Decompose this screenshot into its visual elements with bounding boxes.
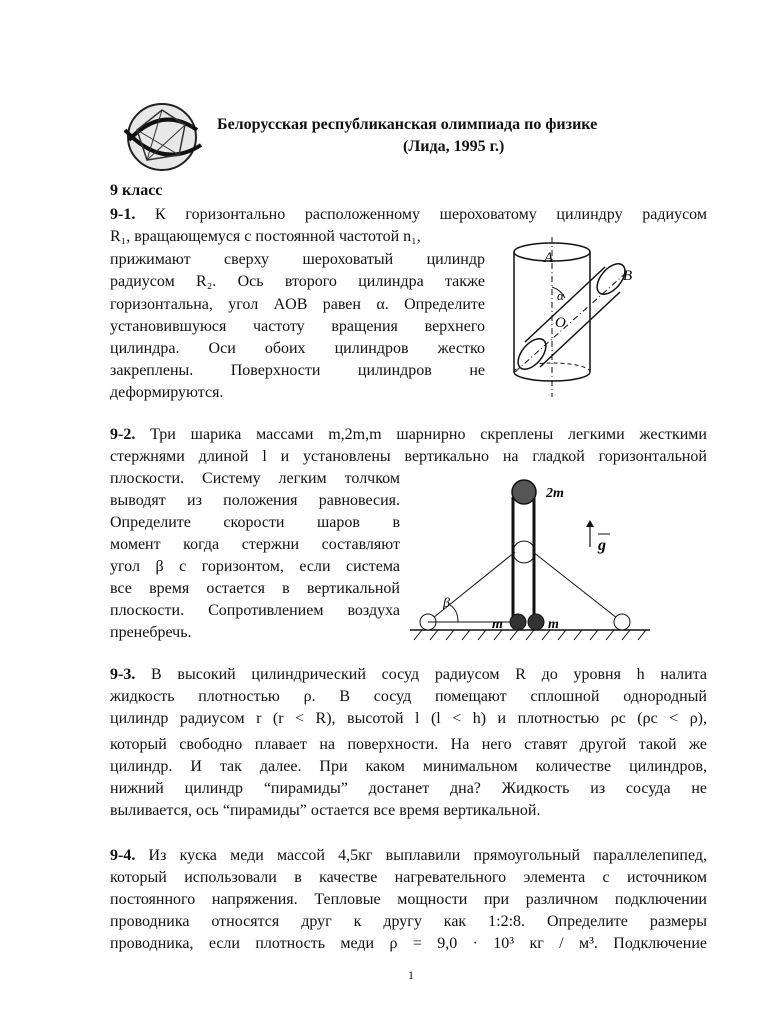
problem-number: 9-1. xyxy=(110,206,136,223)
text-line: постоянного напряжения. Тепловые мощности при различном подключении xyxy=(110,891,707,908)
problem-number: 9-2. xyxy=(110,426,136,443)
text-line: Три шарика массами m,2m,m шарнирно скреплены легкими жесткими xyxy=(150,426,707,443)
figure-rods-balls xyxy=(410,472,650,642)
text-line: проводника, если плотность меди ρ = 9,0 · 10³ кг / м³. Подключение xyxy=(110,935,707,952)
label-g: g xyxy=(598,537,606,554)
figure-crossed-cylinders xyxy=(495,232,655,404)
problem-number: 9-4. xyxy=(110,847,136,864)
text-line: прижимают сверху шероховатый цилиндр xyxy=(110,251,485,268)
text-line: цилиндра. Оси обоих цилиндров жестко xyxy=(110,340,485,357)
text-line: выливается, ось “пирамиды” остается все время вертикальной. xyxy=(110,802,541,819)
text-line: горизонтальна, угол AOB равен α. Определите xyxy=(110,296,485,313)
text-line: пренебречь. xyxy=(110,624,192,641)
text-line: нижний цилиндр “пирамиды” достанет дна? Жидкость из сосуда не xyxy=(110,780,707,797)
text-line: стержнями длиной l и установлены вертикально на гладкой горизонтальной xyxy=(110,448,707,465)
label-m-right: m xyxy=(548,617,559,632)
label-2m: 2m xyxy=(546,486,564,501)
text-line: проводника относятся друг к другу как 1:2:8. Определите размеры xyxy=(110,913,707,930)
page-title: Белорусская республиканская олимпиада по физике xyxy=(217,116,598,133)
text-line: плоскости. Системy легким толчком xyxy=(110,470,400,487)
olympiad-logo xyxy=(117,100,207,175)
text-line: R₁, вращающемуся с постоянной частотой n₁, xyxy=(110,228,421,245)
text-line: который использовали в качестве нагревательного элемента с источником xyxy=(110,869,707,886)
text-line: Определите скорости шаров в xyxy=(110,514,400,531)
text-line: выводят из положения равновесия. xyxy=(110,492,400,509)
text-line: который свободно плавает на поверхности. На него ставят другой такой же xyxy=(110,736,707,753)
label-b: B xyxy=(623,268,633,284)
text-line: К горизонтально расположенному шероховатому цилиндру радиусом xyxy=(155,206,708,223)
label-o: O xyxy=(555,315,566,331)
text-line: цилиндр радиусом r (r < R), высотой l (l < h) и плотностью ρc (ρc < ρ), xyxy=(110,710,707,727)
text-line: цилиндр. И так далее. При каком минимальном количестве цилиндров, xyxy=(110,758,707,775)
text-line: установившуюся частоту вращения верхнего xyxy=(110,318,485,335)
page-subtitle: (Лида, 1995 г.) xyxy=(403,138,505,155)
text-line: плоскости. Сопротивлением воздуха xyxy=(110,602,400,619)
label-beta: β xyxy=(443,596,450,611)
text-line: все время остается в вертикальной xyxy=(110,580,400,597)
label-a: A xyxy=(544,250,554,266)
grade-heading: 9 класс xyxy=(110,182,163,199)
text-line: момент когда стержни составляют xyxy=(110,536,400,553)
text-line: В высокий цилиндрический сосуд радиусом R до уровня h налита xyxy=(151,666,707,683)
page-number: 1 xyxy=(408,968,414,982)
text-line: деформируются. xyxy=(110,384,224,401)
label-m-left: m xyxy=(492,617,503,632)
text-line: радиусом R₂. Ось второго цилиндра также xyxy=(110,273,485,290)
text-line: закреплены. Поверхности цилиндров не xyxy=(110,362,485,379)
text-line: Из куска меди массой 4,5кг выплавили прямоугольный параллелепипед, xyxy=(148,847,707,864)
label-alpha: α xyxy=(557,288,564,303)
problem-number: 9-3. xyxy=(110,666,136,683)
text-line: угол β с горизонтом, если система xyxy=(110,558,400,575)
text-line: жидкость плотностью ρ. В сосуд помещают сплошной однородный xyxy=(110,688,707,705)
